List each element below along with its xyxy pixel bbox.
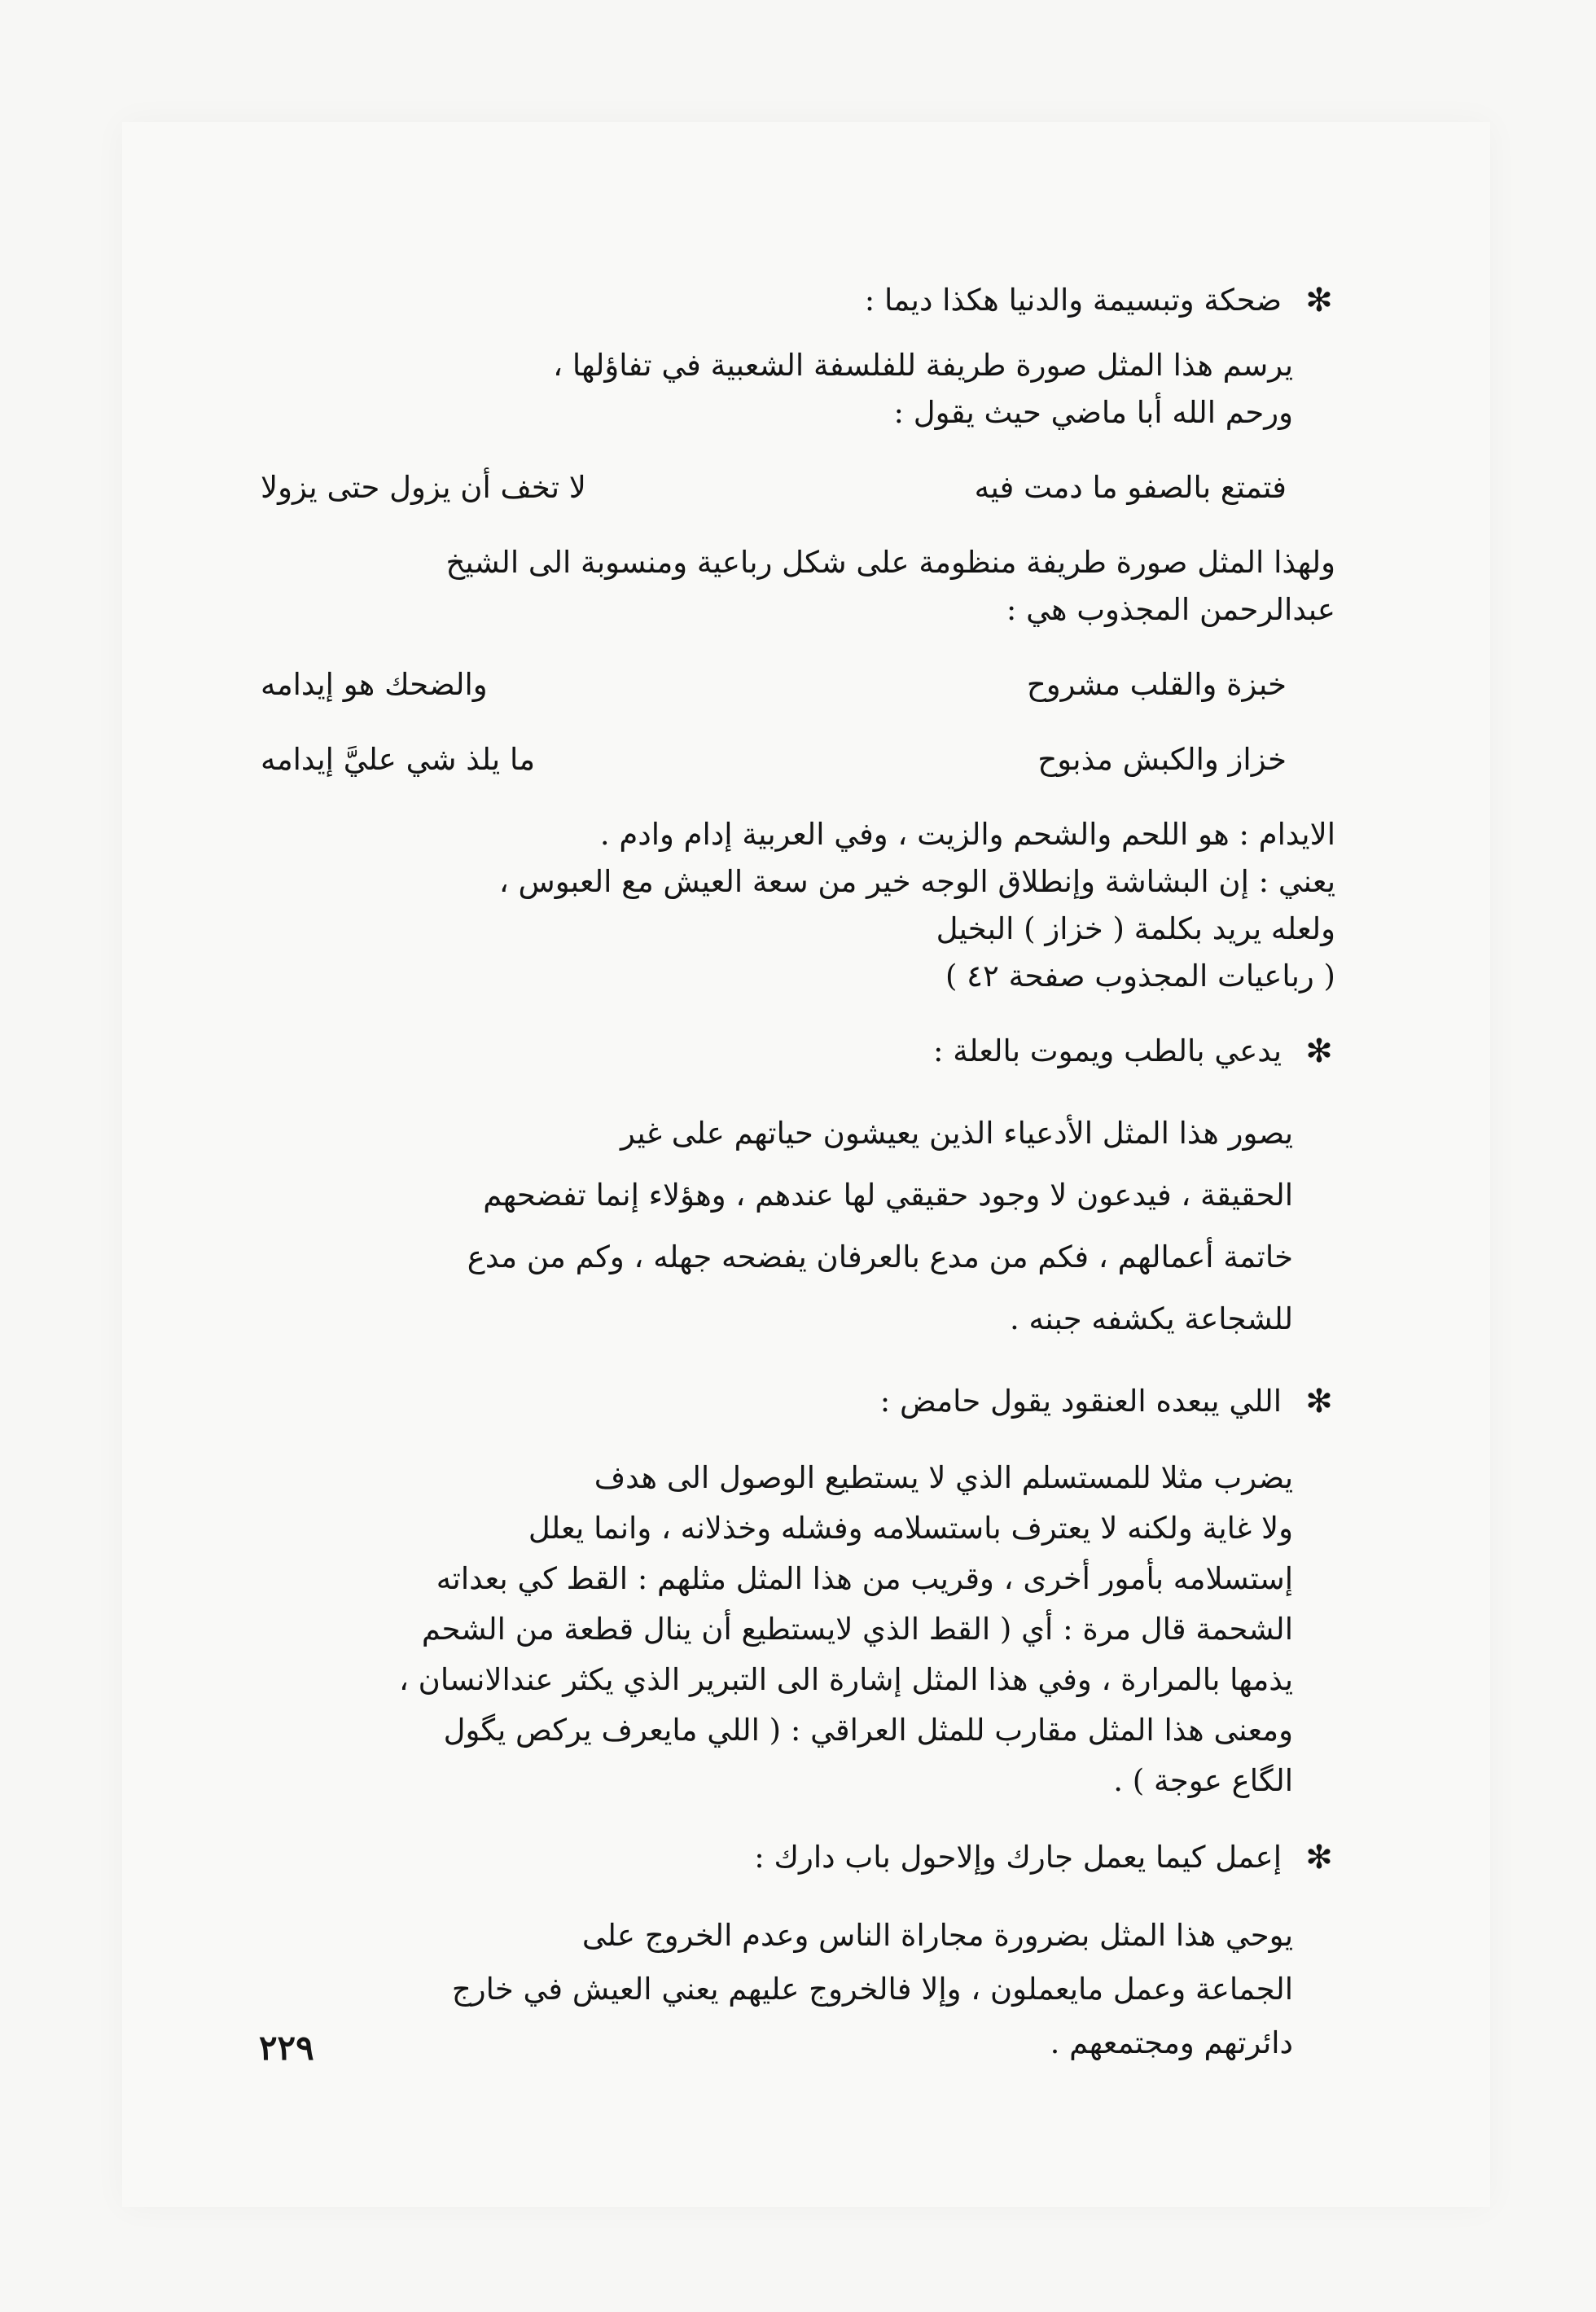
paragraph: يوحي هذا المثل بضرورة مجاراة الناس وعدم الخروج على الجماعة وعمل مايعملون ، وإلا فالخروج عليهم يعني العيش في خارج دائرتهم ومجتمعهم . — [451, 1918, 1293, 2060]
asterisk-icon: ✻ — [1305, 1383, 1333, 1420]
verse-first-hemistich: فتمتع بالصفو ما دمت فيه — [974, 470, 1287, 505]
asterisk-icon: ✻ — [1305, 1839, 1333, 1876]
page-number: ٢٢٩ — [259, 2028, 314, 2068]
poem-verse — [244, 661, 1335, 709]
paragraph: الايدام : هو اللحم والشحم والزيت ، وفي العربية إدام وادم . يعني : إن البشاشة وإنطلاق الوجه خير من سعة العيش مع العبوس ، ولعله يريد بكلمة ( خزاز ) البخيل ( رباعيات المجذوب صفحة ٤٢ ) — [244, 811, 1335, 1000]
verse-second-hemistich: لا تخف أن يزول حتى يزولا — [261, 470, 586, 505]
page-body — [244, 277, 1335, 2070]
paragraph: يصور هذا المثل الأدعياء الذين يعيشون حياتهم على غير الحقيقة ، فيدعون لا وجود حقيقي لها عندهم ، وهؤلاء إنما تفضحهم خاتمة أعمالهم ، فكم من مدع بالعرفان يفضحه جهله ، وكم من مدع للشجاعة يكشفه جبنه . — [467, 1116, 1293, 1336]
poem-verse — [244, 464, 1335, 511]
proverb-heading-1: ✻ ضحكة وتبسيمة والدنيا هكذا ديما : — [244, 277, 1335, 324]
verse-second-hemistich: والضحك هو إيدامه — [261, 667, 488, 702]
paragraph: يرسم هذا المثل صورة طريفة للفلسفة الشعبية في تفاؤلها ، ورحم الله أبا ماضي حيث يقول : — [553, 348, 1293, 430]
proverb-heading-4: ✻ إعمل كيما يعمل جارك وإلاحول باب دارك : — [244, 1834, 1335, 1881]
proverb-heading-2: ✻ يدعي بالطب ويموت بالعلة : — [244, 1028, 1335, 1075]
proverb-heading-3: ✻ اللي يبعده العنقود يقول حامض : — [244, 1378, 1335, 1425]
source-reference: ( رباعيات المجذوب صفحة ٤٢ ) — [945, 959, 1335, 994]
asterisk-icon: ✻ — [1305, 282, 1333, 319]
verse-second-hemistich: ما يلذ شي عليَّ إيدامه — [261, 742, 536, 777]
asterisk-icon: ✻ — [1305, 1033, 1333, 1070]
paragraph: يضرب مثلا للمستسلم الذي لا يستطيع الوصول الى هدف ولا غاية ولكنه لا يعترف باستسلامه وفشله وخذلانه ، وانما يعلل إستسلامه بأمور أخرى ، وقريب من هذا المثل مثلهم : القط كي بعداته الشحمة قال مرة : أي ( القط الذي لايستطيع أن ينال قطعة من الشحم يذمها بالمرارة ، وفي هذا المثل إشارة الى التبرير الذي يكثر عندالانسان ، ومعنى هذا المثل مقارب للمثل العراقي : ( اللي مايعرف يركص يگول الگاع عوجة ) . — [398, 1460, 1293, 1798]
paragraph: ولهذا المثل صورة طريفة منظومة على شكل رباعية ومنسوبة الى الشيخ عبدالرحمن المجذوب هي : — [445, 545, 1335, 627]
poem-verse — [244, 736, 1335, 783]
verse-first-hemistich: خبزة والقلب مشروح — [1026, 667, 1287, 702]
verse-first-hemistich: خزاز والكبش مذبوح — [1037, 742, 1287, 777]
